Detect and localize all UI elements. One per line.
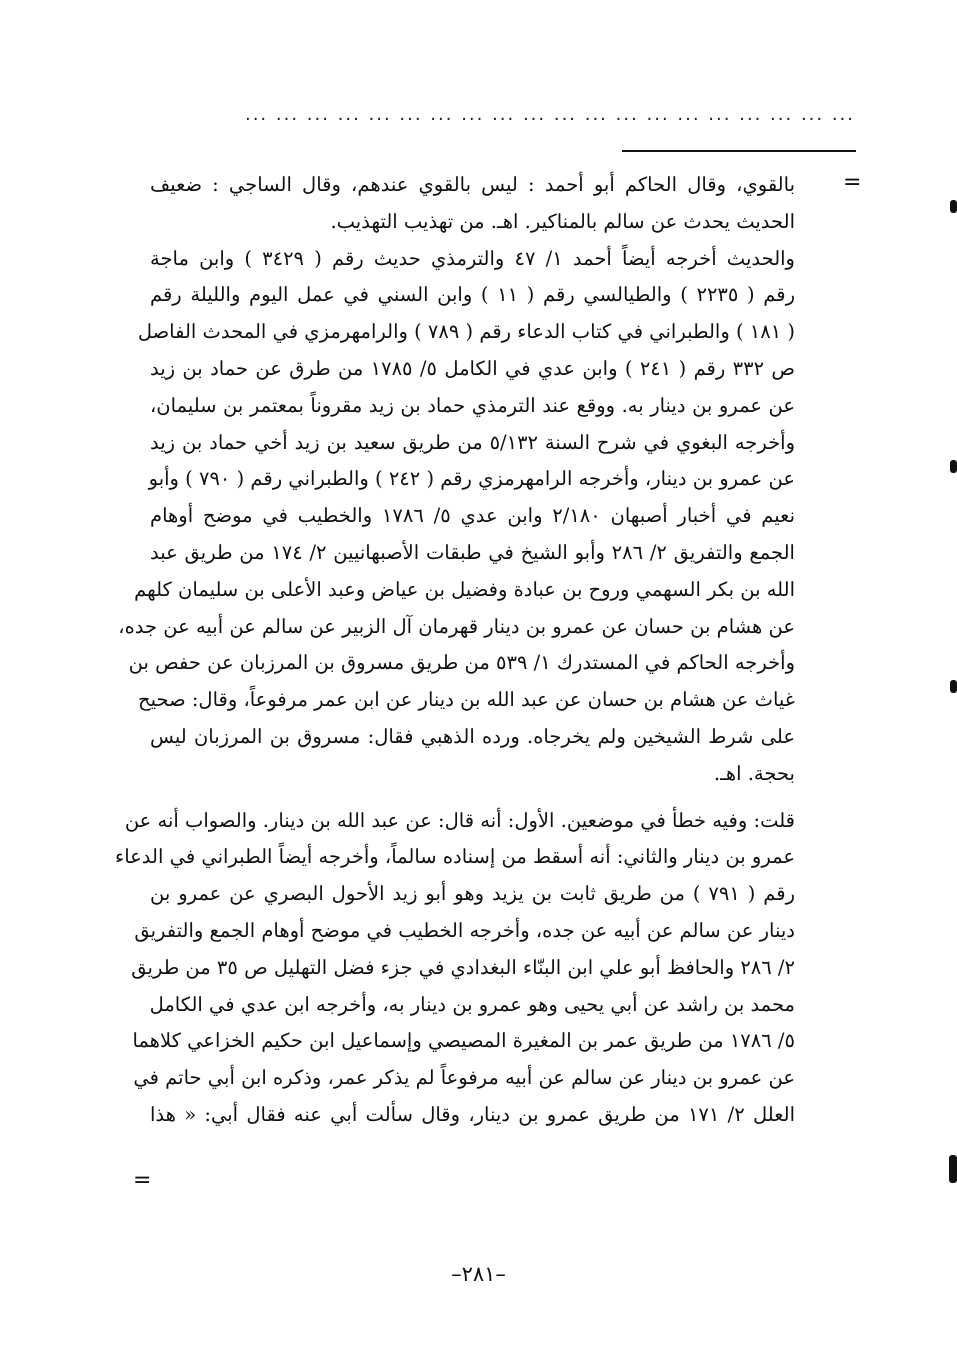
text-line: عن عمرو بن دينار، وأخرجه الرامهرمزي رقم ( ٢٤٢ ) والطبراني رقم ( ٧٩٠ ) وأبو bbox=[148, 467, 795, 491]
text-line: والحديث أخرجه أيضاً أحمد ١/ ٤٧ والترمذي حديث رقم ( ٣٤٢٩ ) وابن ماجة bbox=[150, 246, 795, 270]
text-line: محمد بن راشد عن أبي يحيى وهو عمرو بن دينار به، وأخرجه ابن عدي في الكامل bbox=[149, 992, 795, 1016]
text-line: على شرط الشيخين ولم يخرجاه. ورده الذهبي فقال: مسروق بن المرزبان ليس bbox=[150, 724, 795, 748]
scan-margin-mark bbox=[950, 680, 957, 693]
text-line: عن عمرو بن دينار عن سالم عن أبيه مرفوعاً لم يذكر عمر، وذكره ابن أبي حاتم في bbox=[133, 1066, 795, 1090]
text-line: الحديث يحدث عن سالم بالمناكير. اهـ. من تهذيب التهذيب. bbox=[330, 209, 795, 233]
separator-dots: ... ... ... ... ... ... ... ... ... ... ... ... ... ... ... ... ... ... ... ... bbox=[244, 104, 855, 125]
text-line: وأخرجه الحاكم في المستدرك ١/ ٥٣٩ من طريق مسروق بن المرزبان عن حفص بن bbox=[128, 651, 795, 675]
text-line: دينار عن سالم عن أبيه عن جده، وأخرجه الخطيب في موضح أوهام الجمع والتفريق bbox=[134, 918, 795, 942]
scan-margin-mark bbox=[949, 1155, 957, 1183]
scan-margin-mark bbox=[950, 460, 957, 473]
continuation-mark-top: = bbox=[843, 170, 862, 195]
text-line: ( ١٨١ ) والطبراني في كتاب الدعاء رقم ( ٧٨٩ ) والرامهرمزي في المحدث الفاصل bbox=[137, 320, 795, 344]
text-line: رقم ( ٢٢٣٥ ) والطيالسي رقم ( ١١ ) وابن السني في عمل اليوم والليلة رقم bbox=[150, 283, 795, 307]
text-line: عن هشام بن حسان عن عمرو بن دينار قهرمان آل الزبير عن سالم عن أبيه عن جده، bbox=[118, 614, 795, 638]
text-line: ٢/ ٢٨٦ والحافظ أبو علي ابن البنّاء البغدادي في جزء فضل التهليل ص ٣٥ من طريق bbox=[131, 955, 795, 979]
text-line: العلل ٢/ ١٧١ من طريق عمرو بن دينار، وقال سألت أبي عنه فقال أبي: « هذا bbox=[150, 1102, 795, 1126]
text-line: عمرو بن دينار والثاني: أنه أسقط من إسناده سالماً، وأخرجه أيضاً الطبراني في الدعاء bbox=[115, 845, 795, 869]
paragraph-2 bbox=[118, 241, 796, 793]
text-line: بالقوي، وقال الحاكم أبو أحمد : ليس بالقوي عندهم، وقال الساجي : ضعيف bbox=[150, 173, 795, 196]
text-line: الله بن بكر السهمي وروح بن عبادة وفضيل بن عياض وعبد الأعلى بن سليمان كلهم bbox=[134, 577, 795, 601]
text-line: رقم ( ٧٩١ ) من طريق ثابت بن يزيد وهو أبو زيد الأحول البصري عن عمرو بن bbox=[150, 882, 795, 906]
footnote-text bbox=[115, 167, 796, 1134]
scan-margin-mark bbox=[950, 200, 957, 213]
paragraph-3 bbox=[115, 803, 795, 1134]
text-line: ٥/ ١٧٨٦ من طريق عمر بن المغيرة المصيصي وإسماعيل ابن حكيم الخزاعي كلاهما bbox=[132, 1029, 795, 1053]
text-line: نعيم في أخبار أصبهان ٢/١٨٠ وابن عدي ٥/ ١٧٨٦ والخطيب في موضح أوهام bbox=[150, 504, 795, 528]
text-line: قلت: وفيه خطأ في موضعين. الأول: أنه قال: عن عبد الله بن دينار. والصواب أنه عن bbox=[124, 808, 795, 832]
text-line: الجمع والتفريق ٢/ ٢٨٦ وأبو الشيخ في طبقات الأصبهانيين ٢/ ١٧٤ من طريق عبد bbox=[150, 540, 795, 564]
page-number: –٢٨١– bbox=[451, 1262, 506, 1286]
continuation-mark-bottom: = bbox=[133, 1168, 152, 1193]
footnote-rule bbox=[622, 150, 856, 152]
text-line: عن عمرو بن دينار به. ووقع عند الترمذي حماد بن زيد مقروناً بمعتمر بن سليمان، bbox=[150, 393, 795, 417]
text-line: ص ٣٣٢ رقم ( ٢٤١ ) وابن عدي في الكامل ٥/ ١٧٨٥ من طرق عن حماد بن زيد bbox=[150, 356, 796, 380]
text-line: بحجة. اهـ. bbox=[713, 761, 795, 785]
text-line: وأخرجه البغوي في شرح السنة ٥/١٣٢ من طريق سعيد بن زيد أخي حماد بن زيد bbox=[150, 430, 795, 454]
text-line: غياث عن هشام بن حسان عن عبد الله بن دينار عن ابن عمر مرفوعاً، وقال: صحيح bbox=[138, 688, 795, 712]
paragraph-1 bbox=[150, 167, 795, 241]
